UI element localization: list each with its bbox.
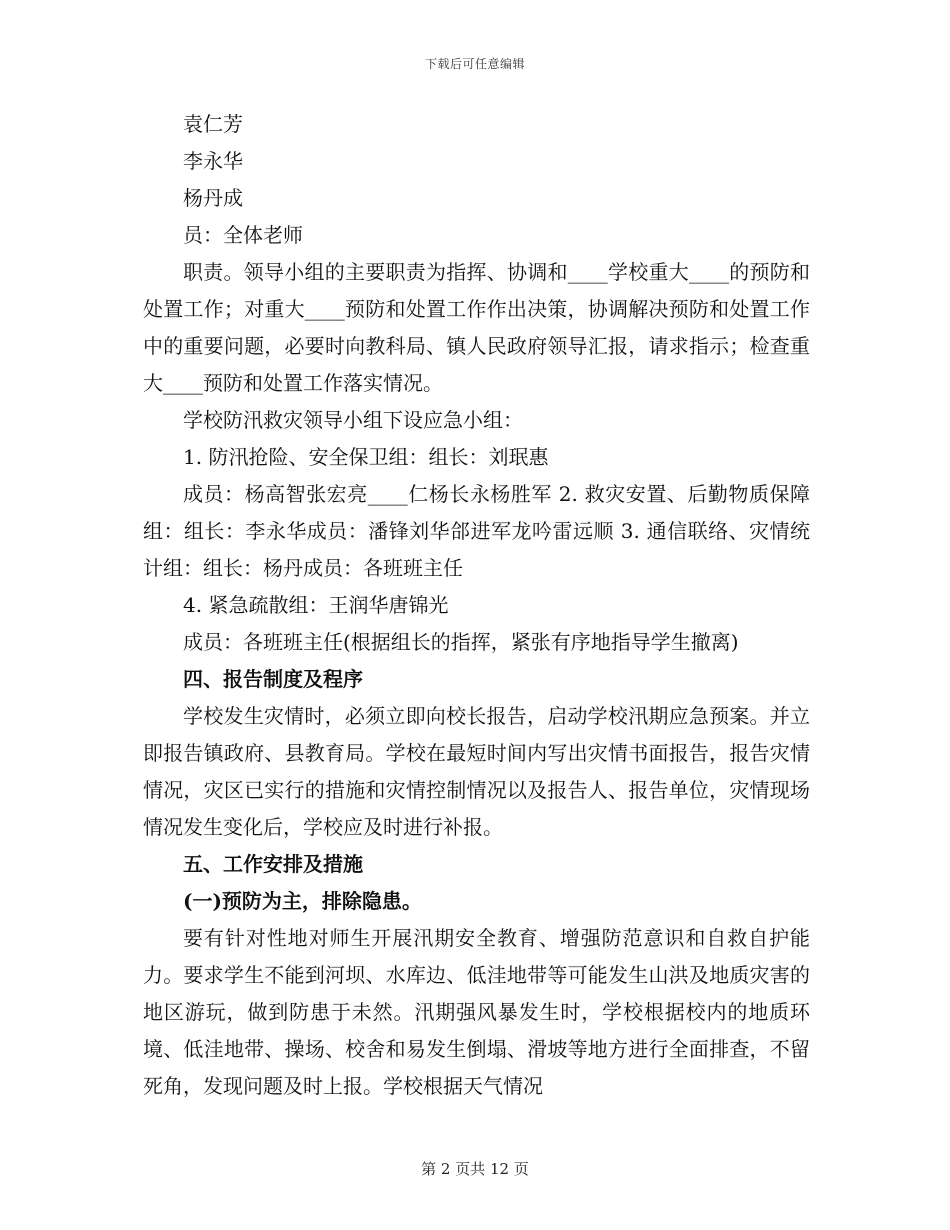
section-4-title: 四、报告制度及程序 — [183, 667, 363, 691]
group-members-paragraph: 成员：杨高智张宏亮____仁杨长永杨胜军 2. 救灾安置、后勤物质保障组：组长：李永华成员：潘锋刘华郃进军龙吟雷远顺 3. 通信联络、灾情统计组：组长：杨丹成员：各班班主任 — [143, 482, 810, 580]
members-line: 员：全体老师 — [183, 223, 303, 247]
group-1-heading: 1. 防汛抢险、安全保卫组：组长：刘珉惠 — [183, 445, 549, 469]
duties-paragraph: 职责。领导小组的主要职责为指挥、协调和____学校重大____的预防和处置工作；对重大____预防和处置工作作出决策，协调解决预防和处置工作中的重要问题，必要时向教科局、镇人民政府领导汇报，请求指示；检查重大____预防和处置工作落实情况。 — [143, 260, 810, 395]
leader-name-3: 杨丹成 — [183, 186, 243, 210]
section-4-paragraph: 学校发生灾情时，必须立即向校长报告，启动学校汛期应急预案。并立即报告镇政府、县教育局。学校在最短时间内写出灾情书面报告，报告灾情情况，灾区已实行的措施和灾情控制情况以及报告人、报告单位，灾情现场情况发生变化后，学校应及时进行补报。 — [143, 704, 810, 839]
group-4-heading: 4. 紧急疏散组：王润华唐锦光 — [183, 593, 449, 617]
section-5-title: 五、工作安排及措施 — [183, 852, 363, 876]
page-footer: 第 2 页共 12 页 — [421, 1160, 529, 1178]
leader-name-1: 袁仁芳 — [183, 112, 243, 136]
group-4-members: 成员：各班班主任(根据组长的指挥，紧张有序地指导学生撤离) — [183, 630, 739, 654]
page-header: 下载后可任意编辑 — [424, 57, 525, 71]
subgroups-intro: 学校防汛救灾领导小组下设应急小组： — [183, 408, 523, 432]
document-body — [143, 106, 810, 1105]
subsection-1-title: (一)预防为主，排除隐患。 — [183, 889, 422, 913]
subsection-1-paragraph: 要有针对性地对师生开展汛期安全教育、增强防范意识和自救自护能力。要求学生不能到河坝、水库边、低洼地带等可能发生山洪及地质灾害的地区游玩，做到防患于未然。汛期强风暴发生时，学校根据校内的地质环境、低洼地带、操场、校舍和易发生倒塌、滑坡等地方进行全面排查，不留死角，发现问题及时上报。学校根据天气情况 — [143, 926, 810, 1098]
leader-name-2: 李永华 — [183, 149, 243, 173]
